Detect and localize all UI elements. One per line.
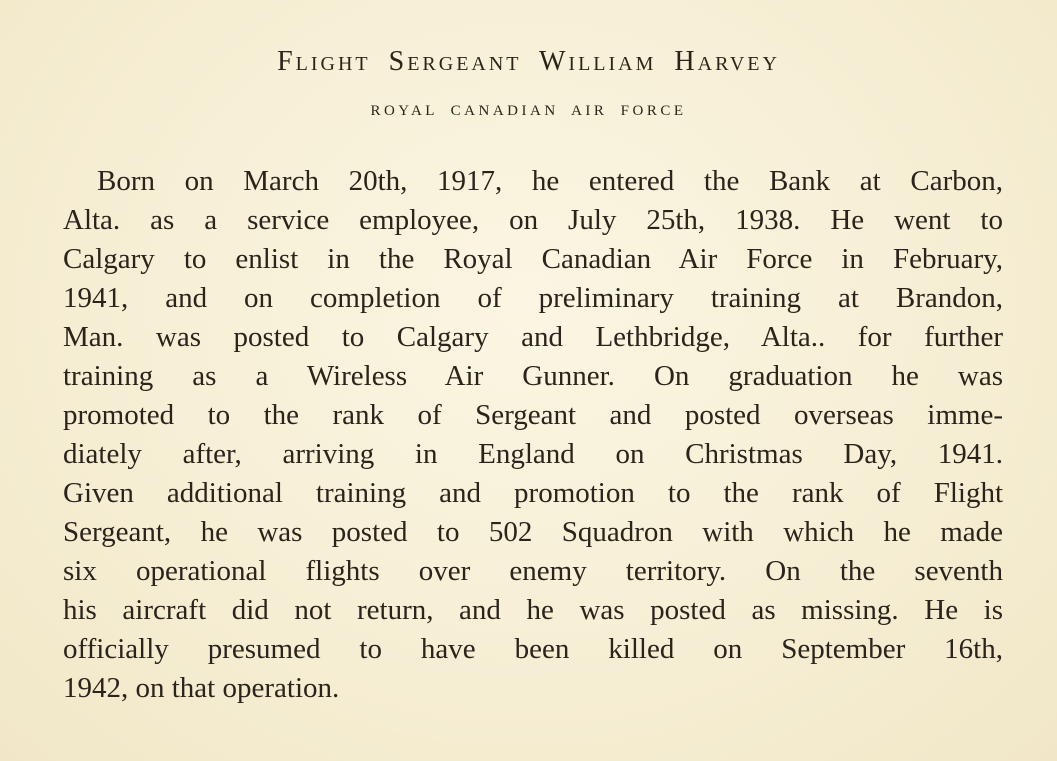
body-line: Calgary to enlist in the Royal Canadian Air Force in February,: [63, 243, 1003, 275]
body-line: 1942, on that operation.: [63, 672, 340, 704]
body-line: Sergeant, he was posted to 502 Squadron with which he made: [63, 516, 1003, 548]
body-line: Born on March 20th, 1917, he entered the Bank at Carbon,: [97, 165, 1003, 197]
page-title: Flight Sergeant William Harvey: [277, 46, 780, 77]
body-line: diately after, arriving in England on Christmas Day, 1941.: [63, 438, 1003, 470]
body-line: Man. was posted to Calgary and Lethbridge, Alta.. for further: [63, 321, 1003, 353]
body-line: Alta. as a service employee, on July 25th, 1938. He went to: [63, 204, 1003, 236]
body-line: Given additional training and promotion to the rank of Flight: [63, 477, 1003, 509]
body-line: promoted to the rank of Sergeant and posted overseas imme-: [63, 399, 1003, 431]
body-line: six operational flights over enemy territory. On the seventh: [63, 555, 1003, 587]
body-line: 1941, and on completion of preliminary training at Brandon,: [63, 282, 1003, 314]
body-line: his aircraft did not return, and he was posted as missing. He is: [63, 594, 1003, 626]
body-line: training as a Wireless Air Gunner. On graduation he was: [63, 360, 1003, 392]
body-line: officially presumed to have been killed on September 16th,: [63, 633, 1003, 665]
body-paragraph: [63, 162, 1003, 708]
page-subtitle: ROYAL CANADIAN AIR FORCE: [370, 103, 687, 119]
